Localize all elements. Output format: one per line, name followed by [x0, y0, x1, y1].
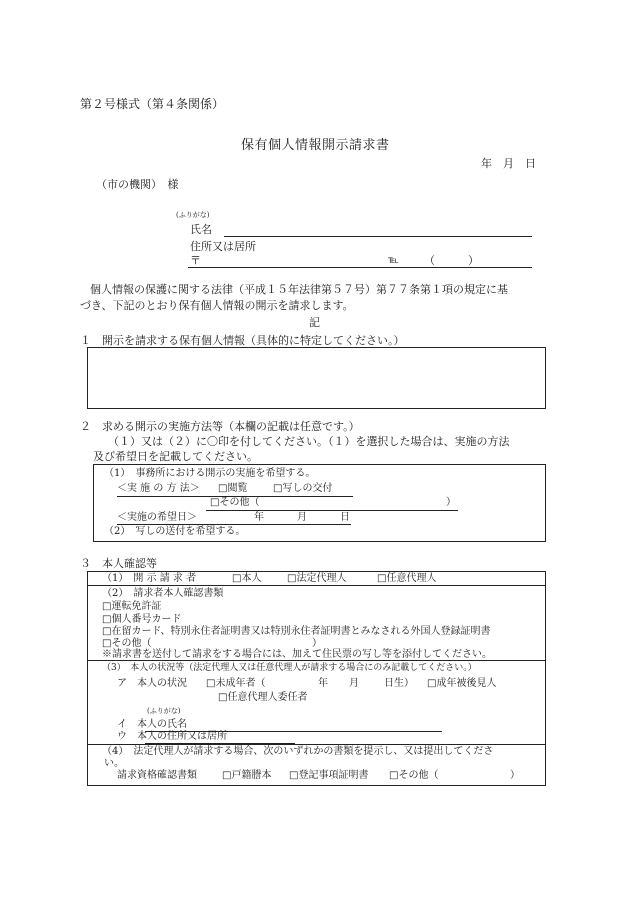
status-birth-day: 日生）: [384, 678, 414, 689]
ki-heading: 記: [309, 316, 320, 329]
doc-other-close: ）: [312, 638, 322, 649]
doc-note: ※請求書を送付して請求をする場合には、加えて住民票の写し等を添付してください。: [102, 649, 492, 660]
qual-other-checkbox[interactable]: □その他（: [389, 770, 439, 781]
doc-other-checkbox[interactable]: □その他（: [102, 638, 152, 649]
qual-registry-checkbox[interactable]: □登記事項証明書: [289, 770, 369, 781]
requester-legal-checkbox[interactable]: □法定代理人: [287, 573, 347, 584]
section1-heading: １ 開示を請求する保有個人情報（具体的に特定してください。）: [80, 334, 405, 347]
preferred-date-label: ＜実施の希望日＞: [117, 512, 197, 523]
method-label: ＜実 施 の 方 法＞: [117, 483, 200, 494]
section3-heading: ３ 本人確認等: [80, 557, 157, 570]
person-address-label: ウ 本人の住所又は居所: [117, 731, 227, 742]
requester-voluntary-checkbox[interactable]: □任意代理人: [377, 573, 437, 584]
section2-instruction-1: （１）又は（２）に〇印を付してください。（１）を選択した場合は、実施の方法: [108, 435, 510, 448]
identity-row-divider-1: [87, 585, 546, 586]
status-birth-year: 年: [318, 678, 328, 689]
form-number: 第２号様式（第４条関係）: [80, 97, 225, 111]
section2-heading: ２ 求める開示の実施方法等（本欄の記載は任意です。）: [80, 420, 360, 433]
date-field[interactable]: 年 月 日: [481, 157, 536, 170]
tel-mark: ℡: [388, 255, 399, 266]
preferred-month: 月: [297, 512, 307, 523]
method-other-field[interactable]: [206, 510, 458, 511]
addressee: （市の機関） 様: [96, 178, 179, 191]
status-principal-checkbox[interactable]: □任意代理人委任者: [218, 692, 308, 703]
name-field[interactable]: [224, 236, 532, 237]
qualification-label: 請求資格確認書類: [117, 770, 197, 781]
preferred-date-field[interactable]: [117, 524, 351, 525]
status-label: ア 本人の状況: [117, 678, 187, 689]
method-other-close: ）: [446, 497, 456, 508]
status-birth-month: 月: [349, 678, 359, 689]
preferred-day: 日: [340, 512, 350, 523]
furigana-label: (ふりがな): [176, 211, 210, 219]
method-copy-checkbox[interactable]: □写しの交付: [273, 483, 333, 494]
id-documents-label: （2） 請求者本人確認書類: [102, 588, 224, 599]
doc-residence-checkbox[interactable]: □在留カード、特別永住者証明書又は特別永住者証明書とみなされる外国人登録証明書: [102, 626, 491, 637]
preferred-year: 年: [254, 512, 264, 523]
intro-line-2: づき、下記のとおり保有個人情報の開示を請求します。: [80, 299, 354, 312]
name-label: 氏名: [190, 223, 212, 236]
intro-line-1: 個人情報の保護に関する法律（平成１５年法律第５７号）第７７条第１項の規定に基: [90, 283, 508, 296]
legal-rep-note-2: い。: [104, 758, 124, 769]
document-title: 保有個人情報開示請求書: [241, 138, 390, 153]
tel-area-code: （ ）: [424, 254, 479, 267]
personal-info-textbox[interactable]: [87, 347, 546, 409]
requester-self-checkbox[interactable]: □本人: [232, 573, 262, 584]
section2-instruction-2: 及び希望日を記載してください。: [93, 450, 258, 463]
identity-row-divider-2: [87, 660, 546, 661]
doc-license-checkbox[interactable]: □運転免許証: [102, 601, 162, 612]
person-name-label: イ 本人の氏名: [117, 719, 187, 730]
method-other-checkbox[interactable]: □その他（: [210, 497, 260, 508]
legal-rep-note-1: （4） 法定代理人が請求する場合、次のいずれかの書類を提示し、又は提出してくださ: [102, 746, 494, 757]
requester-label: （1） 開 示 請 求 者: [102, 573, 197, 584]
status-minor-checkbox[interactable]: □未成年者（: [206, 678, 266, 689]
status-ward-checkbox[interactable]: □成年被後見人: [427, 678, 497, 689]
address-label: 住所又は居所: [190, 240, 256, 253]
option-1-onsite[interactable]: （1） 事務所における開示の実施を希望する。: [104, 468, 316, 479]
method-view-checkbox[interactable]: □閲覧: [218, 483, 248, 494]
address-field[interactable]: [188, 267, 532, 268]
status-heading: （3） 本人の状況等（法定代理人又は任意代理人が請求する場合にのみ記載してください。）: [102, 663, 477, 673]
postal-mark: 〒: [190, 254, 201, 267]
identity-row-divider-3: [87, 744, 546, 745]
person-address-field[interactable]: [145, 743, 295, 744]
qual-other-close: ）: [510, 770, 520, 781]
person-furigana-label: (ふりがな): [147, 707, 181, 715]
option-2-mail[interactable]: （2） 写しの送付を希望する。: [104, 526, 246, 537]
qual-family-checkbox[interactable]: □戸籍謄本: [222, 770, 272, 781]
doc-mynumber-checkbox[interactable]: □個人番号カード: [102, 614, 182, 625]
